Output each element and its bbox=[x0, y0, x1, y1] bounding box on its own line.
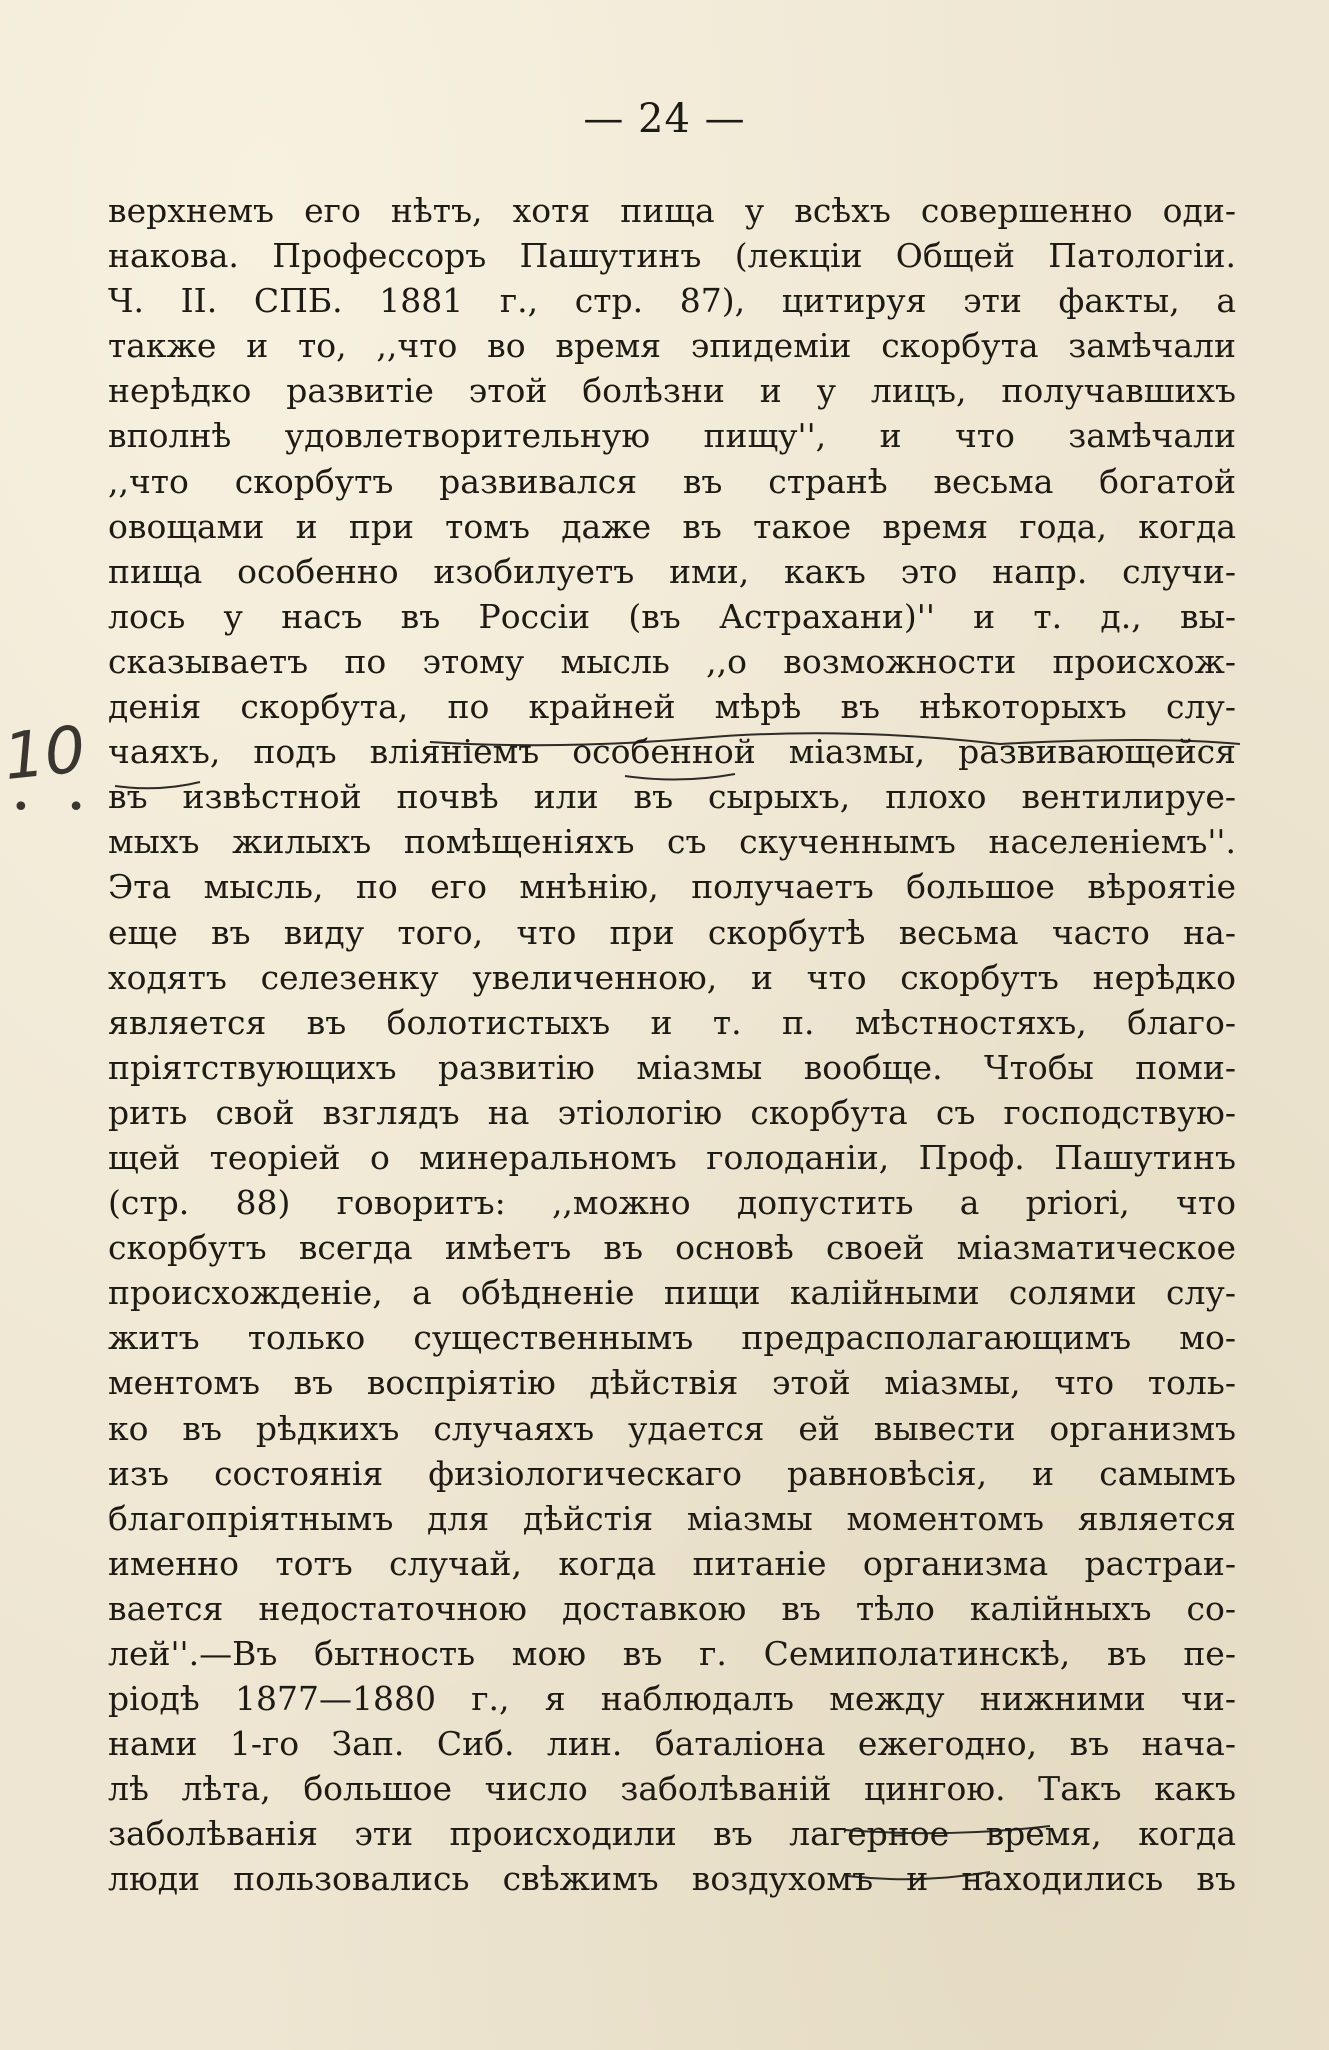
handwritten-margin-note: 10 bbox=[0, 712, 90, 796]
text-line: пища особенно изобилуетъ ими, какъ это напр. случи- bbox=[108, 551, 1236, 591]
text-line: нерѣдко развитіе этой болѣзни и у лицъ, получавшихъ bbox=[108, 371, 1236, 411]
text-line: въ извѣстной почвѣ или въ сырыхъ, плохо вентилируе- bbox=[108, 777, 1236, 817]
text-line: чаяхъ, подъ вліяніемъ особенной міазмы, развивающейся bbox=[108, 732, 1236, 772]
text-line: заболѣванія эти происходили въ лагерное время, когда bbox=[108, 1814, 1236, 1854]
text-line: вается недостаточною доставкою въ тѣло калійныхъ со- bbox=[108, 1588, 1236, 1628]
text-line: ко въ рѣдкихъ случаяхъ удается ей вывести организмъ bbox=[108, 1408, 1236, 1448]
page-number: — 24 — bbox=[583, 96, 746, 142]
text-line: ментомъ въ воспріятію дѣйствія этой міазмы, что толь- bbox=[108, 1363, 1236, 1403]
text-line: происхожденіе, а обѣдненіе пищи калійными солями слу- bbox=[108, 1273, 1236, 1313]
text-line: скорбутъ всегда имѣетъ въ основѣ своей міазматическое bbox=[108, 1228, 1236, 1268]
text-line: люди пользовались свѣжимъ воздухомъ и находились въ bbox=[108, 1859, 1236, 1899]
text-line: ріодѣ 1877—1880 г., я наблюдалъ между нижними чи- bbox=[108, 1679, 1236, 1719]
text-line: пріятствующихъ развитію міазмы вообще. Чтобы поми- bbox=[108, 1047, 1236, 1087]
text-line: еще въ виду того, что при скорбутѣ весьма часто на- bbox=[108, 912, 1236, 952]
text-line: благопріятнымъ для дѣйстія міазмы моментомъ является bbox=[108, 1498, 1236, 1538]
text-line: верхнемъ его нѣтъ, хотя пища у всѣхъ совершенно оди- bbox=[108, 191, 1236, 230]
text-line: мыхъ жилыхъ помѣщеніяхъ съ скученнымъ населеніемъ''. bbox=[108, 822, 1236, 862]
text-line: лѣ лѣта, большое число заболѣваній цингою. Такъ какъ bbox=[108, 1769, 1236, 1809]
text-line: ходятъ селезенку увеличенною, и что скорбутъ нерѣдко bbox=[108, 957, 1236, 997]
text-line: именно тотъ случай, когда питаніе организма растраи- bbox=[108, 1543, 1236, 1583]
text-line: лей''.—Въ бытность мою въ г. Семиполатинскѣ, въ пе- bbox=[108, 1634, 1236, 1673]
text-line: Эта мысль, по его мнѣнію, получаетъ большое вѣроятіе bbox=[108, 867, 1236, 907]
text-line: щей теоріей о минеральномъ голоданіи, Проф. Пашутинъ bbox=[108, 1137, 1236, 1177]
text-line: также и то, ,,что во время эпидеміи скорбута замѣчали bbox=[108, 326, 1236, 366]
text-line: Ч. II. СПБ. 1881 г., стр. 87), цитируя эти факты, а bbox=[108, 281, 1236, 321]
text-line: (стр. 88) говоритъ: ,,можно допустить a priori, что bbox=[108, 1183, 1236, 1223]
text-line: вполнѣ удовлетворительную пищу'', и что замѣчали bbox=[108, 416, 1236, 456]
text-line: сказываетъ по этому мысль ,,о возможности происхож- bbox=[108, 641, 1236, 681]
text-line: денія скорбута, по крайней мѣрѣ въ нѣкоторыхъ слу- bbox=[108, 687, 1236, 727]
text-line: накова. Профессоръ Пашутинъ (лекціи Общей Патологіи. bbox=[108, 236, 1236, 276]
text-line: житъ только существеннымъ предрасполагающимъ мо- bbox=[108, 1318, 1236, 1358]
text-line: изъ состоянія физіологическаго равновѣсія, и самымъ bbox=[108, 1453, 1236, 1493]
text-line: является въ болотистыхъ и т. п. мѣстностяхъ, благо- bbox=[108, 1002, 1236, 1042]
text-line: лось у насъ въ Россіи (въ Астрахани)'' и т. д., вы- bbox=[108, 596, 1236, 636]
text-line: нами 1-го Зап. Сиб. лин. баталіона ежегодно, въ нача- bbox=[108, 1724, 1236, 1764]
text-line: рить свой взглядъ на этіологію скорбута съ господствую- bbox=[108, 1092, 1236, 1132]
text-line: овощами и при томъ даже въ такое время года, когда bbox=[108, 506, 1236, 546]
body-text bbox=[108, 188, 1236, 1902]
margin-ink-marks: • • bbox=[12, 790, 99, 825]
text-line: ,,что скорбутъ развивался въ странѣ весьма богатой bbox=[108, 461, 1236, 501]
